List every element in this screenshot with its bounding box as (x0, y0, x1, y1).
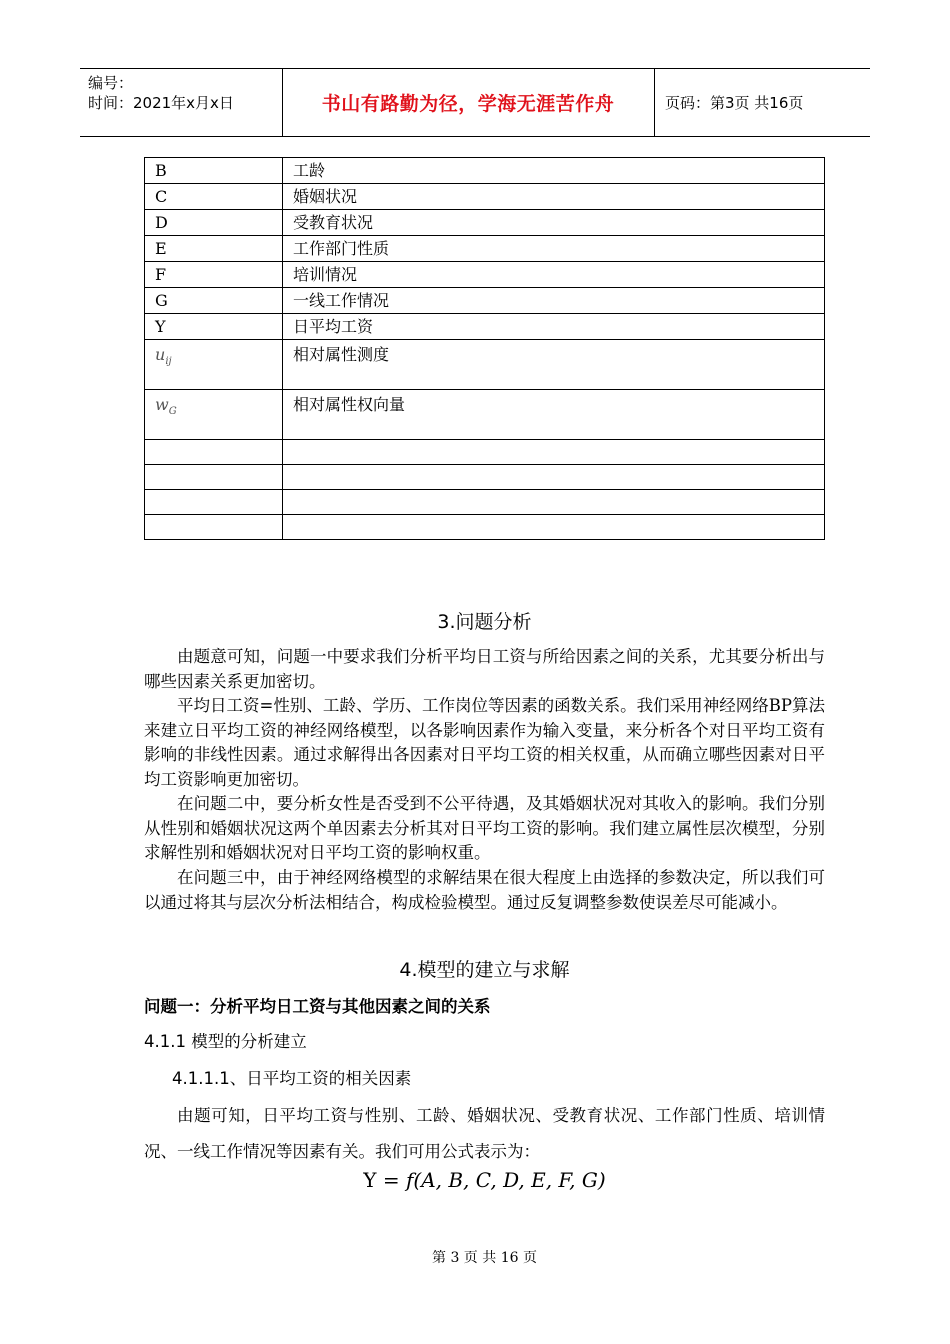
table-cell-meaning: 相对属性权向量 (283, 390, 825, 440)
section-4-title: 4.模型的建立与求解 (399, 959, 570, 981)
table-cell-meaning: 工作部门性质 (283, 236, 825, 262)
header-meta (88, 73, 278, 113)
table-cell-empty (145, 465, 283, 490)
table-row-empty (145, 440, 825, 465)
table-cell-empty (145, 490, 283, 515)
table-cell-symbol: F (145, 262, 283, 288)
header-divider (654, 69, 655, 136)
u-symbol: u (155, 345, 166, 364)
table-cell-empty (145, 440, 283, 465)
table-cell-symbol (145, 340, 283, 390)
header-motto: 书山有路勤为径，学海无涯苦作舟 (321, 93, 615, 115)
table-cell-meaning: 工龄 (283, 158, 825, 184)
formula (144, 1168, 825, 1192)
table-cell-symbol: G (145, 288, 283, 314)
table-cell-meaning: 一线工作情况 (283, 288, 825, 314)
table-row (145, 158, 825, 184)
table-cell-meaning: 相对属性测度 (283, 340, 825, 390)
table-row (145, 262, 825, 288)
w-subscript: G (168, 406, 177, 418)
header-number-label: 编号： (88, 74, 134, 92)
table-cell-symbol: D (145, 210, 283, 236)
table-row-empty (145, 465, 825, 490)
table-cell-empty (283, 490, 825, 515)
formula-arguments: (A, B, C, D, E, F, G) (413, 1168, 606, 1192)
subsubsection-heading: 4.1.1.1、日平均工资的相关因素 (172, 1069, 412, 1088)
w-symbol: w (155, 395, 169, 414)
table-cell-meaning: 培训情况 (283, 262, 825, 288)
formula-lhs: Y (363, 1168, 377, 1192)
formula-equals: = (376, 1168, 406, 1192)
table-row (145, 288, 825, 314)
formula-function: f (405, 1168, 414, 1192)
section-3-paragraph: 在问题三中，由于神经网络模型的求解结果在很大程度上由选择的参数决定，所以我们可以通过将其与层次分析法相结合，构成检验模型。通过反复调整参数使误差尽可能减小。 (144, 868, 825, 912)
page-header (80, 68, 870, 137)
table-row (145, 314, 825, 340)
section-3-paragraph: 在问题二中，要分析女性是否受到不公平待遇，及其婚姻状况对其收入的影响。我们分别从性别和婚姻状况这两个单因素去分析其对日平均工资的影响。我们建立属性层次模型，分别求解性别和婚姻状况对日平均工资的影响权重。 (144, 794, 825, 862)
problem-1-heading: 问题一：分析平均日工资与其他因素之间的关系 (144, 997, 491, 1016)
table-cell-empty (145, 515, 283, 540)
section-3-paragraph: 由题意可知，问题一中要求我们分析平均日工资与所给因素之间的关系，尤其要分析出与哪些因素关系更加密切。 (144, 647, 825, 691)
table-row (145, 184, 825, 210)
table-cell-meaning: 受教育状况 (283, 210, 825, 236)
symbol-table (144, 157, 825, 540)
table-cell-symbol (145, 390, 283, 440)
table-row (145, 210, 825, 236)
table-row-empty (145, 515, 825, 540)
header-time-label: 时间：2021年x月x日 (88, 94, 234, 112)
table-cell-symbol: E (145, 236, 283, 262)
section-4-paragraph: 由题可知，日平均工资与性别、工龄、婚姻状况、受教育状况、工作部门性质、培训情况、一线工作情况等因素有关。我们可用公式表示为： (144, 1106, 825, 1161)
table-cell-empty (283, 440, 825, 465)
header-page-info: 页码：第3页 共16页 (665, 94, 804, 112)
page-footer: 第 3 页 共 16 页 (432, 1250, 537, 1266)
u-subscript: ij (165, 356, 172, 368)
table-row (145, 340, 825, 390)
section-3-title: 3.问题分析 (437, 611, 532, 633)
table-row (145, 390, 825, 440)
table-cell-symbol: B (145, 158, 283, 184)
table-cell-empty (283, 465, 825, 490)
table-row (145, 236, 825, 262)
table-cell-meaning: 婚姻状况 (283, 184, 825, 210)
table-cell-empty (283, 515, 825, 540)
table-row-empty (145, 490, 825, 515)
table-cell-symbol: C (145, 184, 283, 210)
subsection-heading: 4.1.1 模型的分析建立 (144, 1032, 307, 1051)
table-cell-symbol: Y (145, 314, 283, 340)
section-3-paragraph: 平均日工资=性别、工龄、学历、工作岗位等因素的函数关系。我们采用神经网络BP算法来建立日平均工资的神经网络模型，以各影响因素作为输入变量，来分析各个对日平均工资有影响的非线性因素。通过求解得出各因素对日平均工资的相关权重，从而确立哪些因素对日平均工资影响更加密切。 (144, 696, 825, 789)
table-cell-meaning: 日平均工资 (283, 314, 825, 340)
